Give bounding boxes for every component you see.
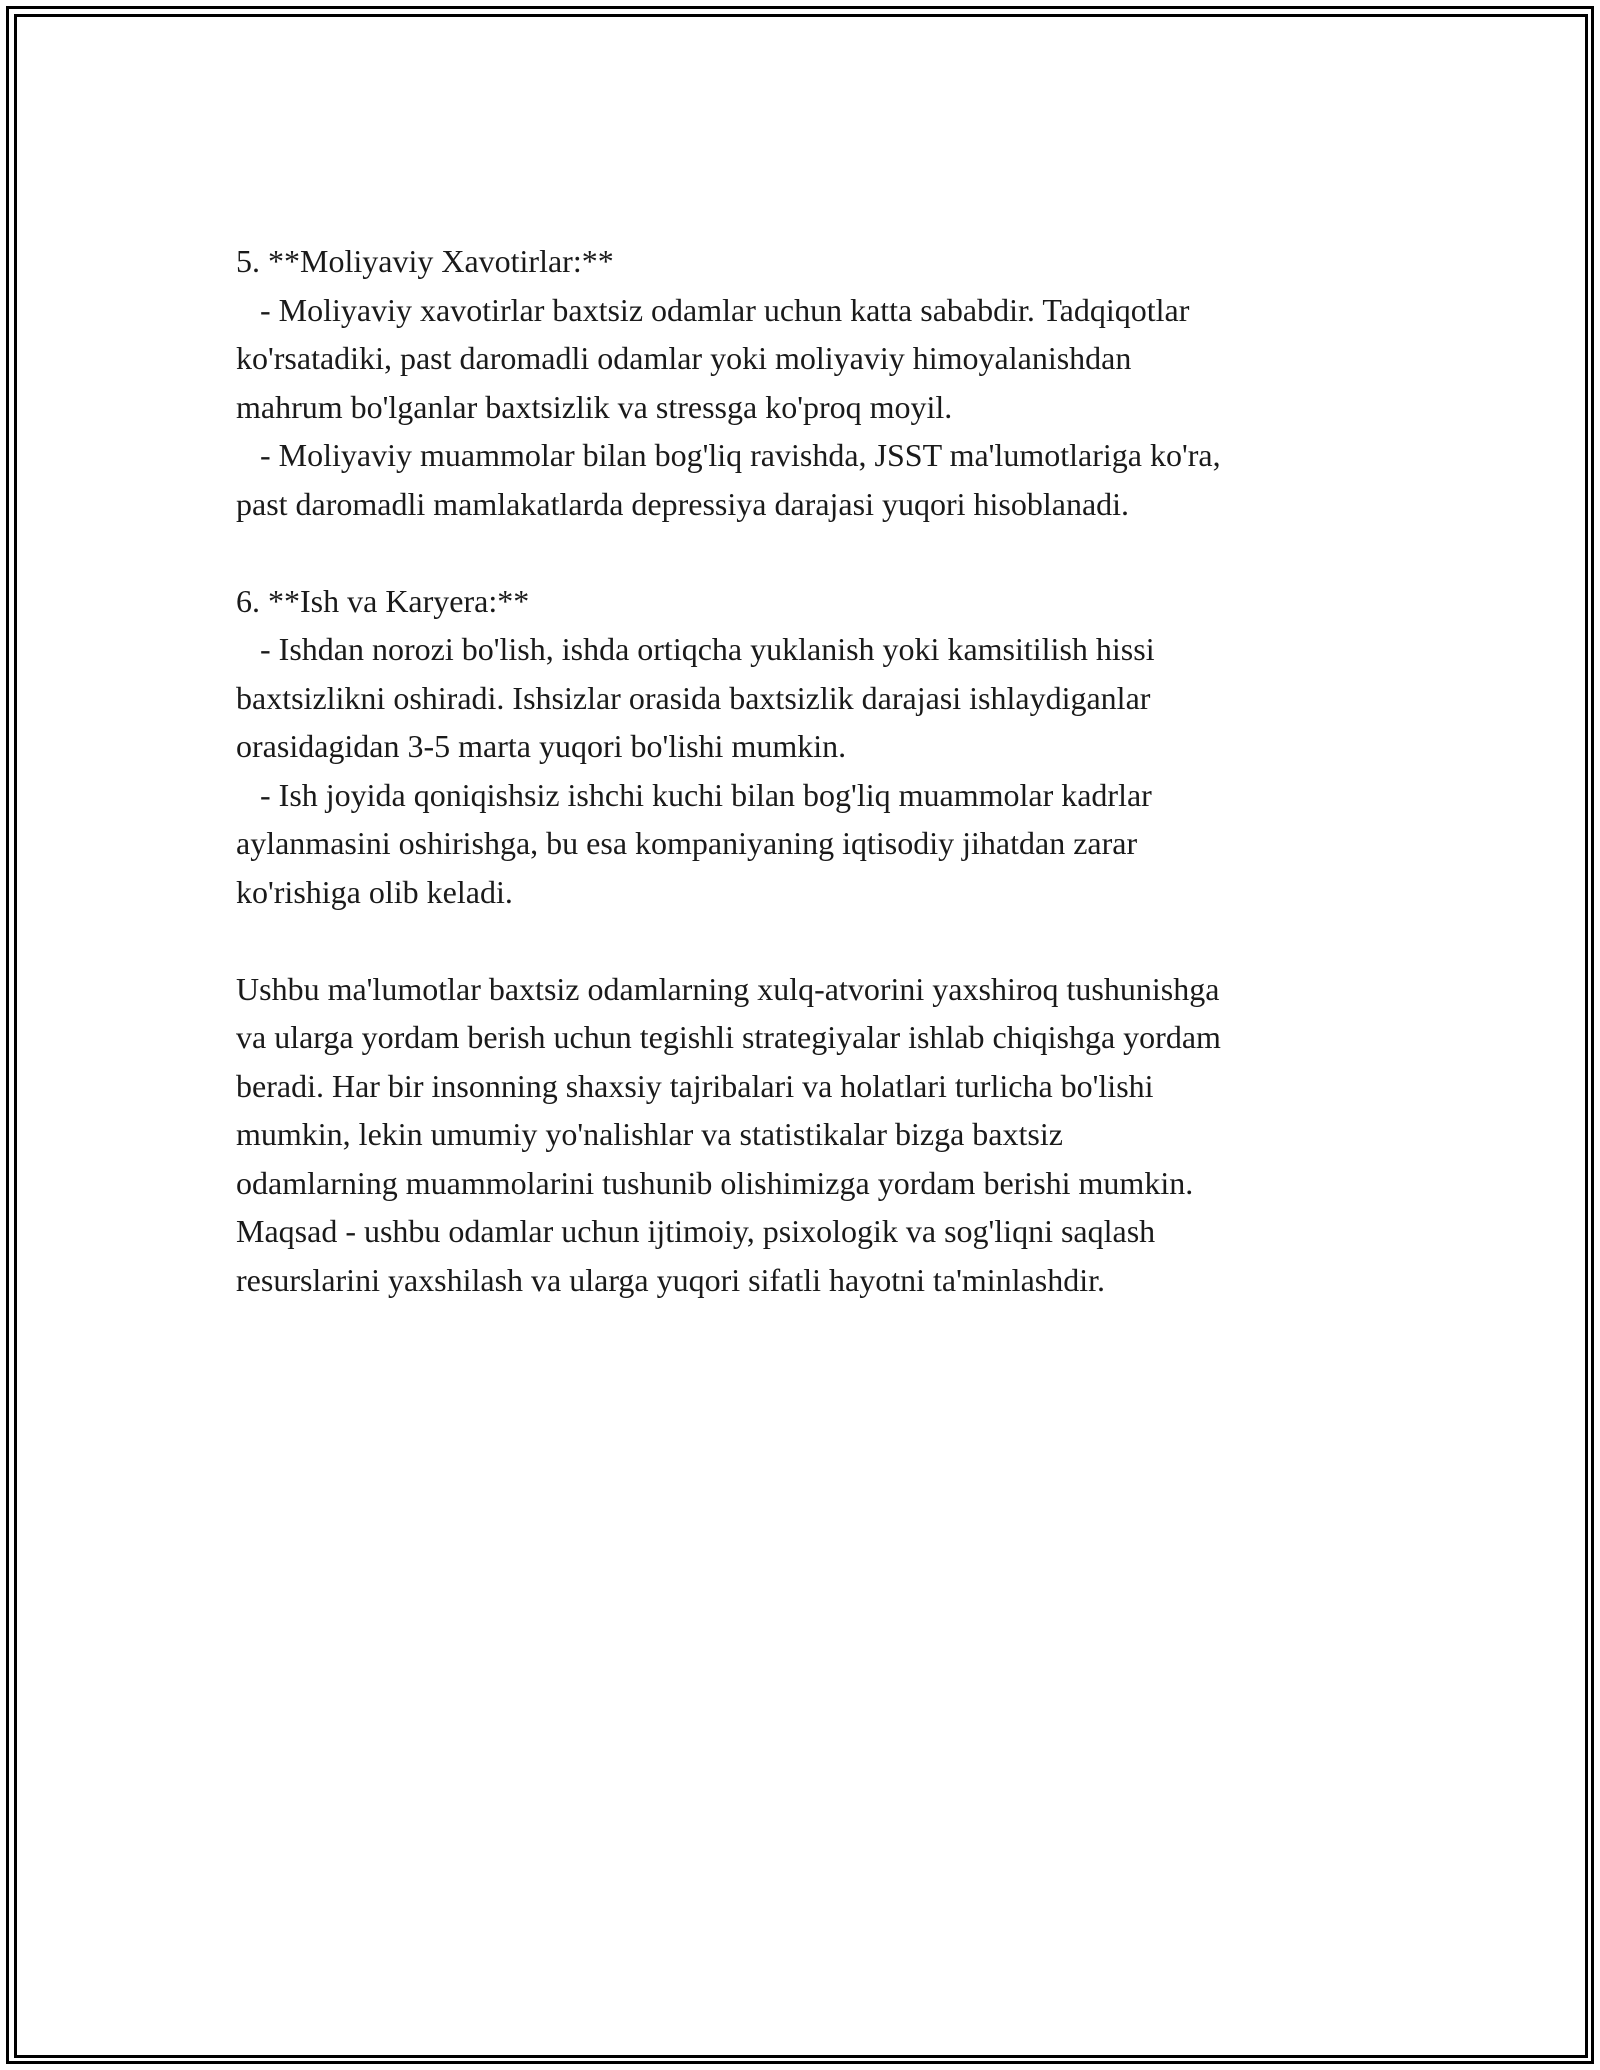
text-line: mumkin, lekin umumiy yo'nalishlar va statistikalar bizga baxtsiz xyxy=(236,1116,1063,1152)
text-line: va ularga yordam berish uchun tegishli strategiyalar ishlab chiqishga yordam xyxy=(236,1019,1221,1055)
text-line: ko'rsatadiki, past daromadli odamlar yoki moliyaviy himoyalanishdan xyxy=(236,340,1132,376)
section-financial-worries xyxy=(236,237,1406,528)
text-line: - Ish joyida qoniqishsiz ishchi kuchi bilan bog'liq muammolar kadrlar xyxy=(236,776,1152,813)
paragraph-spacer xyxy=(236,916,1406,965)
text-line: mahrum bo'lganlar baxtsizlik va stressga ko'proq moyil. xyxy=(236,388,953,425)
section-work-and-career xyxy=(236,577,1406,917)
section-heading: 5. **Moliyaviy Xavotirlar:** xyxy=(236,243,614,279)
text-line: Ushbu ma'lumotlar baxtsiz odamlarning xulq-atvorini yaxshiroq tushunishga xyxy=(236,970,1220,1007)
text-line: aylanmasini oshirishga, bu esa kompaniyaning iqtisodiy jihatdan zarar xyxy=(236,825,1138,861)
text-line: orasidagidan 3-5 marta yuqori bo'lishi mumkin. xyxy=(236,728,847,764)
document-body xyxy=(236,237,1406,1304)
conclusion-paragraph xyxy=(236,965,1406,1305)
paragraph-spacer xyxy=(236,528,1406,577)
text-line: odamlarning muammolarini tushunib olishimizga yordam berishi mumkin. xyxy=(236,1164,1194,1201)
text-line: - Moliyaviy muammolar bilan bog'liq ravishda, JSST ma'lumotlariga ko'ra, xyxy=(236,437,1221,473)
text-line: resurslarini yaxshilash va ularga yuqori sifatli hayotni ta'minlashdir. xyxy=(236,1261,1105,1298)
text-line: - Ishdan norozi bo'lish, ishda ortiqcha yuklanish yoki kamsitilish hissi xyxy=(236,631,1155,667)
section-heading: 6. **Ish va Karyera:** xyxy=(236,582,530,619)
text-line: baxtsizlikni oshiradi. Ishsizlar orasida baxtsizlik darajasi ishlaydiganlar xyxy=(236,679,1151,716)
text-line: ko'rishiga olib keladi. xyxy=(236,873,513,910)
text-line: beradi. Har bir insonning shaxsiy tajribalari va holatlari turlicha bo'lishi xyxy=(236,1067,1154,1104)
text-line: past daromadli mamlakatlarda depressiya darajasi yuqori hisoblanadi. xyxy=(236,485,1130,522)
text-line: - Moliyaviy xavotirlar baxtsiz odamlar uchun katta sababdir. Tadqiqotlar xyxy=(236,291,1190,328)
text-line: Maqsad - ushbu odamlar uchun ijtimoiy, psixologik va sog'liqni saqlash xyxy=(236,1213,1156,1249)
